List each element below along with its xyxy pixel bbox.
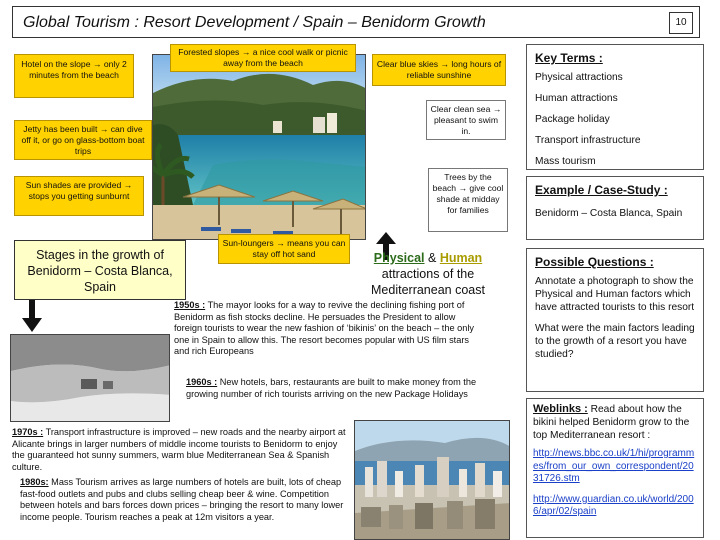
era-1980s-label: 1980s:: [20, 477, 49, 487]
weblinks-intro: Read about how the bikini helped Benidorm grow to the top Mediterranean resort :: [533, 404, 690, 441]
page-title: Global Tourism : Resort Development / Spain – Benidorm Growth: [23, 14, 486, 31]
key-term-item: Package holiday: [535, 114, 610, 125]
callout-forest: Forested slopes → a nice cool walk or picnic away from the beach: [170, 44, 356, 72]
physical-human-rest: attractions of the Mediterranean coast: [371, 267, 485, 297]
key-term-item: Transport infrastructure: [535, 135, 641, 146]
era-1970s: [12, 427, 352, 473]
callout-sunshades: Sun shades are provided → stops you getting sunburnt: [14, 176, 144, 216]
era-1950s-text: The mayor looks for a way to revive the declining fishing port of Benidorm as fish stocks decline. He persuades the President to allow foreign tourists to wear the new fashion of ‘bikinis’ on the beach – the only one in Spain to allow this. The resort becomes popular with US film stars and rich Europeans: [174, 300, 474, 356]
title-bar: [12, 6, 700, 38]
arrow-down-icon: [22, 300, 42, 332]
callout-skies: Clear blue skies → long hours of reliable sunshine: [372, 54, 506, 86]
questions-box: [526, 248, 704, 392]
question-2: What were the main factors leading to the growth of a resort you have studied?: [535, 323, 695, 360]
weblinks-heading: Weblinks :: [533, 403, 588, 415]
key-term-item: Human attractions: [535, 93, 618, 104]
questions-heading: Possible Questions :: [535, 255, 654, 269]
callout-jetty: Jetty has been built → can dive off it, or go on glass-bottom boat trips: [14, 120, 152, 160]
callout-sea: Clear clean sea → pleasant to swim in.: [426, 100, 506, 140]
era-1950s: [174, 300, 486, 358]
key-terms-heading: Key Terms :: [535, 51, 603, 65]
era-1960s: [186, 377, 486, 400]
amp-label: &: [424, 251, 440, 265]
era-1960s-text: New hotels, bars, restaurants are built to make money from the growing number of rich tourists arriving on the new Package Holidays: [186, 377, 477, 399]
weblink-guardian[interactable]: http://www.guardian.co.uk/world/2006/apr/02/spain: [533, 493, 694, 517]
case-study-heading: Example / Case-Study :: [535, 183, 668, 197]
key-terms-box: [526, 44, 704, 170]
beach-photo: [152, 54, 366, 240]
era-1970s-text: Transport infrastructure is improved – new roads and the nearby airport at Alicante brings in larger numbers of middle income tourists to Benidorm to enjoy the guaranteed hot sunny summers, warm blue Mediterranean Sea & Spanish culture.: [12, 427, 346, 472]
callout-loungers: Sun-loungers → means you can stay off hot sand: [218, 234, 350, 264]
case-study-box: [526, 176, 704, 240]
callout-slope: Hotel on the slope → only 2 minutes from the beach: [14, 54, 134, 98]
weblinks-intro-line: [533, 403, 697, 442]
physical-human-heading: [354, 250, 502, 298]
callout-trees: Trees by the beach → give cool shade at midday for families: [428, 168, 508, 232]
question-1: Annotate a photograph to show the Physical and Human factors which have attracted tourists to this resort: [535, 276, 695, 313]
physical-label: Physical: [373, 251, 425, 265]
key-term-item: Mass tourism: [535, 156, 596, 167]
aerial-photo-1950s: [10, 334, 170, 422]
weblinks-box: [526, 398, 704, 538]
era-1960s-label: 1960s :: [186, 377, 218, 387]
human-label: Human: [439, 251, 483, 265]
aerial-photo-modern: [354, 420, 510, 540]
era-1980s-text: Mass Tourism arrives as large numbers of hotels are built, lots of cheap fast-food outlets and pubs and clubs selling cheap beer & wine. Competition between hotels and bars forces down prices – bringing the resort to many lower income people. Tourism reaches a peak at 12m visitors a year.: [20, 477, 344, 522]
era-1970s-label: 1970s :: [12, 427, 44, 437]
stages-heading: Stages in the growth of Benidorm – Costa Blanca, Spain: [14, 240, 186, 300]
era-1980s: [20, 477, 352, 540]
era-1950s-label: 1950s :: [174, 300, 206, 310]
key-term-item: Physical attractions: [535, 72, 623, 83]
case-study-text: Benidorm – Costa Blanca, Spain: [535, 208, 683, 219]
page-number: 10: [669, 12, 693, 34]
weblink-bbc[interactable]: http://news.bbc.co.uk/1/hi/programmes/from_our_own_correspondent/2031726.stm: [533, 448, 695, 484]
